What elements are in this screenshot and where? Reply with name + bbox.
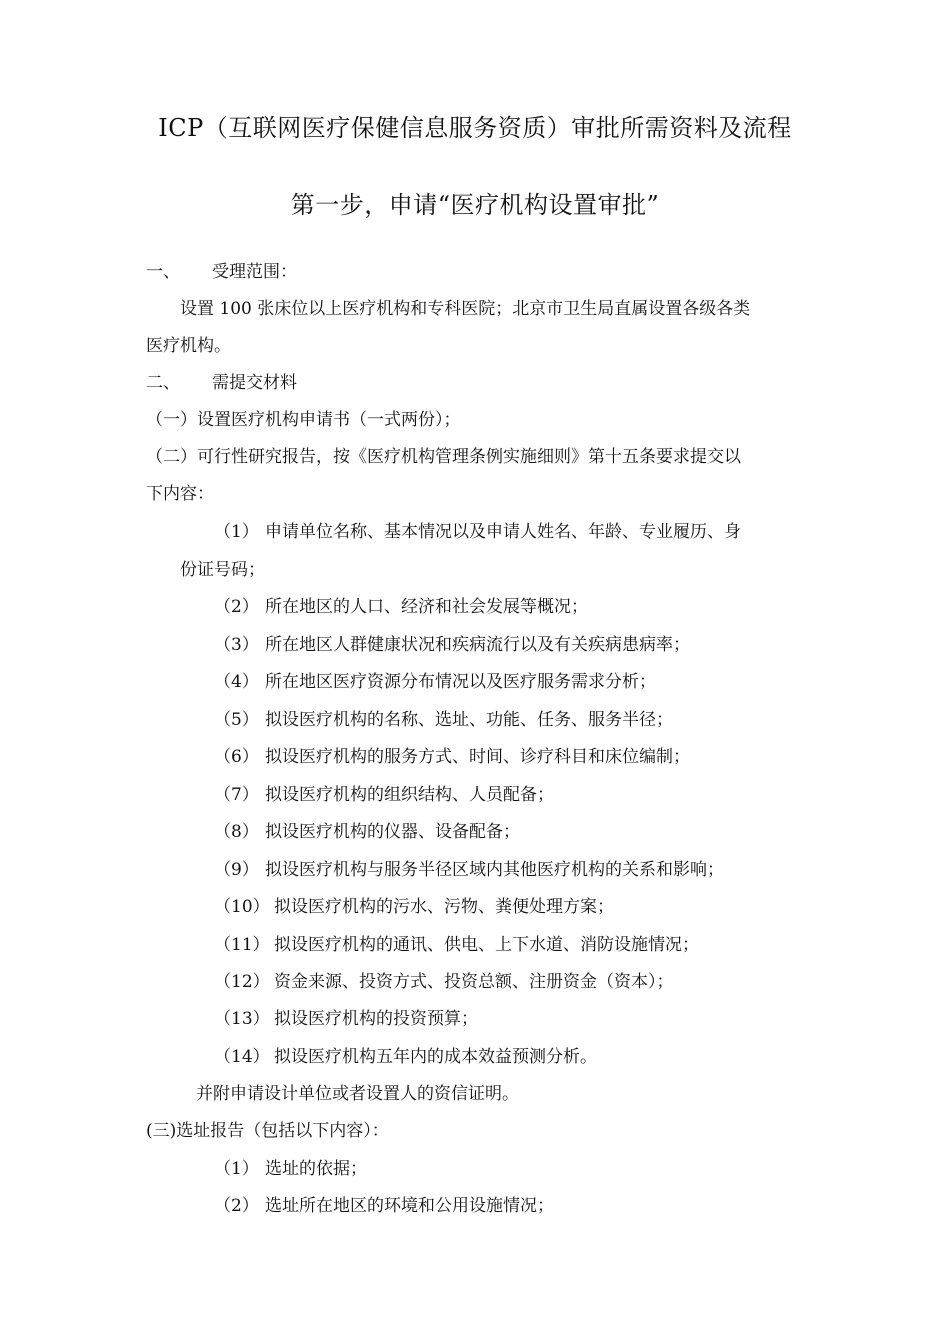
section2-number: 二、 (146, 373, 180, 393)
sub-item-4-num: （4） (214, 672, 259, 692)
sub-item-1-num: （1） (214, 522, 259, 542)
sub-item-10-text: 拟设医疗机构的污水、污物、粪便处理方案； (274, 897, 614, 917)
sub-item-3-num: （3） (214, 635, 259, 655)
section1-heading: 受理范围： (212, 262, 297, 282)
sub-item-10-num: （10） (214, 897, 270, 917)
sub-item-6-num: （6） (214, 747, 259, 767)
sub-item-1-text-line2: 份证号码； (180, 560, 265, 580)
item3-sub-1-text: 选址的依据； (265, 1159, 367, 1179)
section1-number: 一、 (146, 262, 180, 282)
sub-item-14-num: （14） (214, 1047, 270, 1067)
section2-heading: 需提交材料 (212, 373, 297, 393)
sub-item-5-num: （5） (214, 710, 259, 730)
item3-sub-2-num: （2） (214, 1196, 259, 1216)
item3-sub-1-num: （1） (214, 1159, 259, 1179)
document-title: ICP（互联网医疗保健信息服务资质）审批所需资料及流程 (158, 114, 792, 142)
sub-item-12-num: （12） (214, 972, 270, 992)
sub-item-13-text: 拟设医疗机构的投资预算； (274, 1009, 478, 1029)
sub-item-3-text: 所在地区人群健康状况和疾病流行以及有关疾病患病率； (265, 635, 690, 655)
sub-item-1-text-line1: 申请单位名称、基本情况以及申请人姓名、年龄、专业履历、身 (265, 522, 741, 542)
sub-item-8-num: （8） (214, 822, 259, 842)
sub-item-9-text: 拟设医疗机构与服务半径区域内其他医疗机构的关系和影响； (265, 860, 724, 880)
sub-item-13-num: （13） (214, 1009, 270, 1029)
attach-note: 并附申请设计单位或者设置人的资信证明。 (196, 1084, 519, 1104)
section1-text-line1: 设置 100 张床位以上医疗机构和专科医院；北京市卫生局直属设置各级各类 (180, 299, 751, 319)
sub-item-12-text: 资金来源、投资方式、投资总额、注册资金（资本）； (274, 972, 674, 992)
section1-text-line2: 医疗机构。 (146, 336, 231, 356)
sub-item-14-text: 拟设医疗机构五年内的成本效益预测分析。 (274, 1047, 597, 1067)
sub-item-11-num: （11） (214, 935, 270, 955)
sub-item-6-text: 拟设医疗机构的服务方式、时间、诊疗科目和床位编制； (265, 747, 690, 767)
sub-item-9-num: （9） (214, 860, 259, 880)
section2-item1: （一）设置医疗机构申请书（一式两份）； (146, 410, 461, 430)
section2-item2-line1: （二）可行性研究报告，按《医疗机构管理条例实施细则》第十五条要求提交以 (146, 447, 741, 467)
sub-item-11-text: 拟设医疗机构的通讯、供电、上下水道、消防设施情况； (274, 935, 699, 955)
sub-item-5-text: 拟设医疗机构的名称、选址、功能、任务、服务半径； (265, 710, 673, 730)
item3-sub-2-text: 选址所在地区的环境和公用设施情况； (265, 1196, 554, 1216)
document-subtitle: 第一步，申请“医疗机构设置审批” (290, 191, 660, 219)
section2-item3: (三)选址报告（包括以下内容）： (146, 1121, 389, 1141)
sub-item-2-text: 所在地区的人口、经济和社会发展等概况； (265, 597, 588, 617)
sub-item-4-text: 所在地区医疗资源分布情况以及医疗服务需求分析； (265, 672, 656, 692)
section2-item2-line2: 下内容： (146, 484, 214, 504)
sub-item-2-num: （2） (214, 597, 259, 617)
sub-item-7-num: （7） (214, 785, 259, 805)
sub-item-7-text: 拟设医疗机构的组织结构、人员配备； (265, 785, 554, 805)
sub-item-8-text: 拟设医疗机构的仪器、设备配备； (265, 822, 520, 842)
